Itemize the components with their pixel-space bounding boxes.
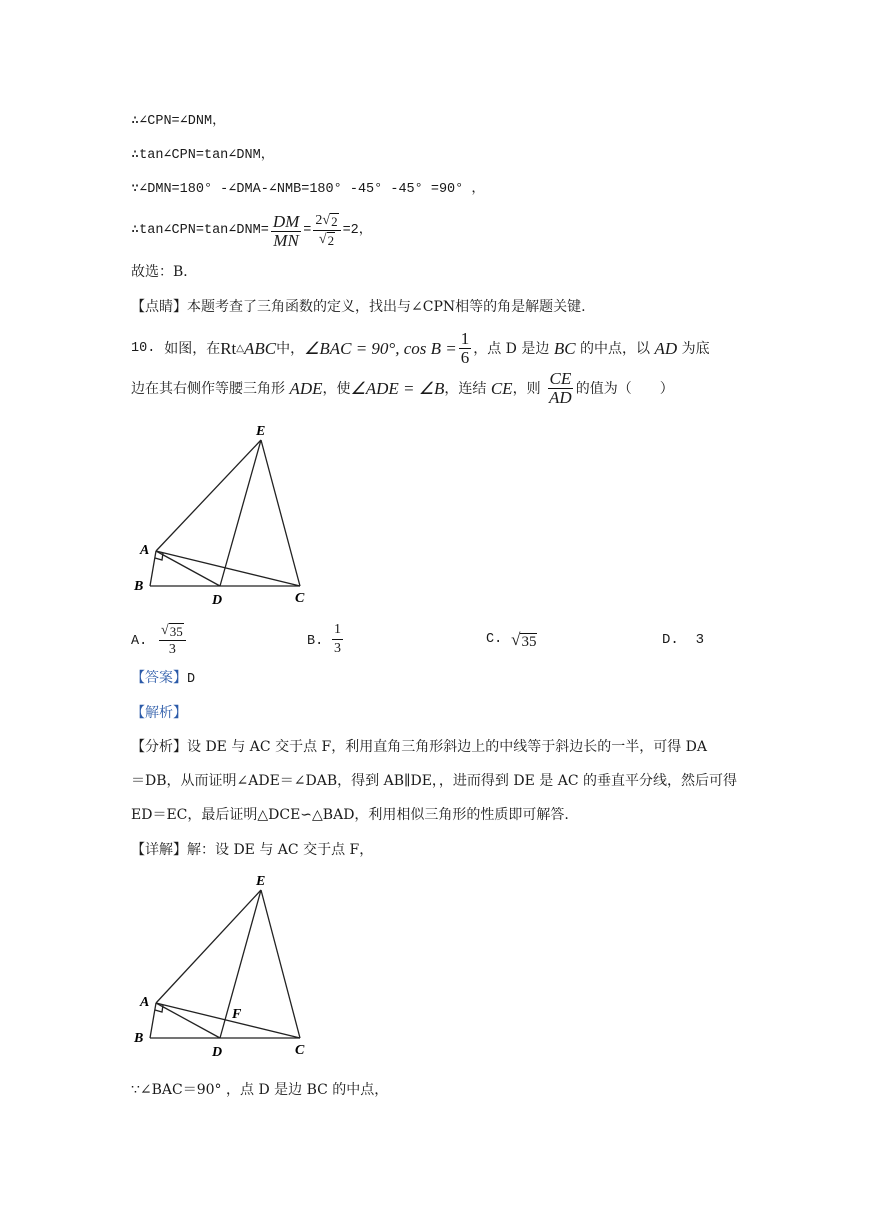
segment-ad xyxy=(156,551,220,586)
option-a: A. xyxy=(131,634,148,649)
answer-line xyxy=(131,668,195,690)
option-a-value: √ 35 3 xyxy=(157,621,188,659)
step-line-4-prefix: ∴tan∠CPN=tan∠DNM= xyxy=(131,223,269,238)
option-b-value: $\frac{1}{3}$ xyxy=(334,622,341,656)
step-line-4-suffix: =2， xyxy=(342,223,373,238)
analysis-line-3: ED＝EC，最后证明△DCE∽△BAD，利用相似三角形的性质即可解答. xyxy=(131,807,569,823)
vertex-label-b: B xyxy=(134,1031,144,1046)
vertex-label-e: E xyxy=(256,874,266,889)
comment-paragraph xyxy=(131,297,586,317)
analysis-line-1: 【分析】设 DE 与 AC 交于点 F，利用直角三角形斜边上的中线等于斜边长的一半，可得 DA xyxy=(131,739,708,755)
vertex-label-d: D xyxy=(212,593,223,608)
vertex-label-a: A xyxy=(140,543,150,558)
answer-tag: 【答案】 xyxy=(131,670,187,686)
segment-ce xyxy=(261,890,300,1038)
vertex-label-a: A xyxy=(140,995,150,1010)
geometry-figure-1 xyxy=(128,418,328,610)
vertex-label-e: E xyxy=(256,424,266,439)
comment-text: 本题考查了三角函数的定义，找出与∠CPN相等的角是解题关键. xyxy=(187,299,586,315)
segment-ce xyxy=(261,440,300,586)
vertex-label-d: D xyxy=(212,1045,223,1060)
step-line-2: ∴tan∠CPN=tan∠DNM， xyxy=(131,148,275,163)
sqrt-symbol: √ 35 xyxy=(511,630,537,650)
cos-fraction: $\frac{1}{6}$ xyxy=(460,329,470,367)
segment-ab xyxy=(150,1003,156,1038)
detail-tag: 【详解】 xyxy=(131,842,187,858)
segment-ad xyxy=(156,1003,220,1038)
angle-condition: ∠BAC = 90°, cos B = xyxy=(304,338,457,358)
segment-ab xyxy=(150,551,156,586)
vertex-label-c: C xyxy=(295,1043,305,1058)
analysis-tag: 【解析】 xyxy=(131,705,187,721)
option-c: C. √ 35 xyxy=(486,630,537,650)
detail-line: 【详解】解：设 DE 与 AC 交于点 F， xyxy=(131,842,374,858)
fraction-dm-mn xyxy=(271,213,301,250)
choice-conclusion: 故选：B． xyxy=(131,264,198,280)
equals-sign: = xyxy=(303,223,312,238)
ratio-fraction: $\frac{CE}{AD}$ xyxy=(549,369,572,407)
option-b: B. xyxy=(307,634,324,649)
angle-equality: ∠ADE = ∠B xyxy=(350,378,445,398)
question-line-1: 10. 如图，在 Rt △ ABC 中， ∠BAC = 90°, cos B = $\frac{1}{6}$ ，点 D 是边 BC 的中点，以 AD 为底 xyxy=(131,329,710,367)
fraction-denominator: MN xyxy=(273,230,299,250)
question-line-2: 边在其右侧作等腰三角形 ADE ，使 ∠ADE = ∠B ，连结 CE ，则 $\frac{CE}{AD}$ 的值为（ ） xyxy=(131,369,674,407)
geometry-figure-2 xyxy=(128,862,328,1062)
sqrt-symbol: √ 35 xyxy=(161,623,183,639)
vertex-label-f: F xyxy=(232,1007,242,1022)
step-line-1: ∴∠CPN=∠DNM， xyxy=(131,114,226,129)
step-line-4 xyxy=(131,212,372,250)
sqrt-symbol: √ 2 xyxy=(322,213,338,229)
step-line-3: ∵∠DMN=180° -∠DMA-∠NMB=180° -45° -45° =90° ， xyxy=(131,182,485,197)
answer-value: D xyxy=(187,672,196,687)
sqrt-symbol: √ 2 xyxy=(318,232,335,248)
coefficient: 2 xyxy=(315,213,323,228)
comment-tag: 【点睛】 xyxy=(131,299,187,315)
fraction-numerator: DM xyxy=(272,211,300,231)
vertex-label-b: B xyxy=(134,579,144,594)
question-number: 10. xyxy=(131,340,156,356)
final-line: ∵∠BAC＝90° ，点 D 是边 BC 的中点， xyxy=(131,1082,389,1098)
fraction-2root2-root2 xyxy=(313,212,340,250)
analysis-line-2: ＝DB，从而证明∠ADE＝∠DAB，得到 AB∥DE，，进而得到 DE 是 AC 的垂直平分线，然后可得 xyxy=(131,773,737,789)
analysis-sub-tag: 【分析】 xyxy=(131,739,187,755)
option-d: D. 3 xyxy=(662,632,705,648)
vertex-label-c: C xyxy=(295,591,305,606)
